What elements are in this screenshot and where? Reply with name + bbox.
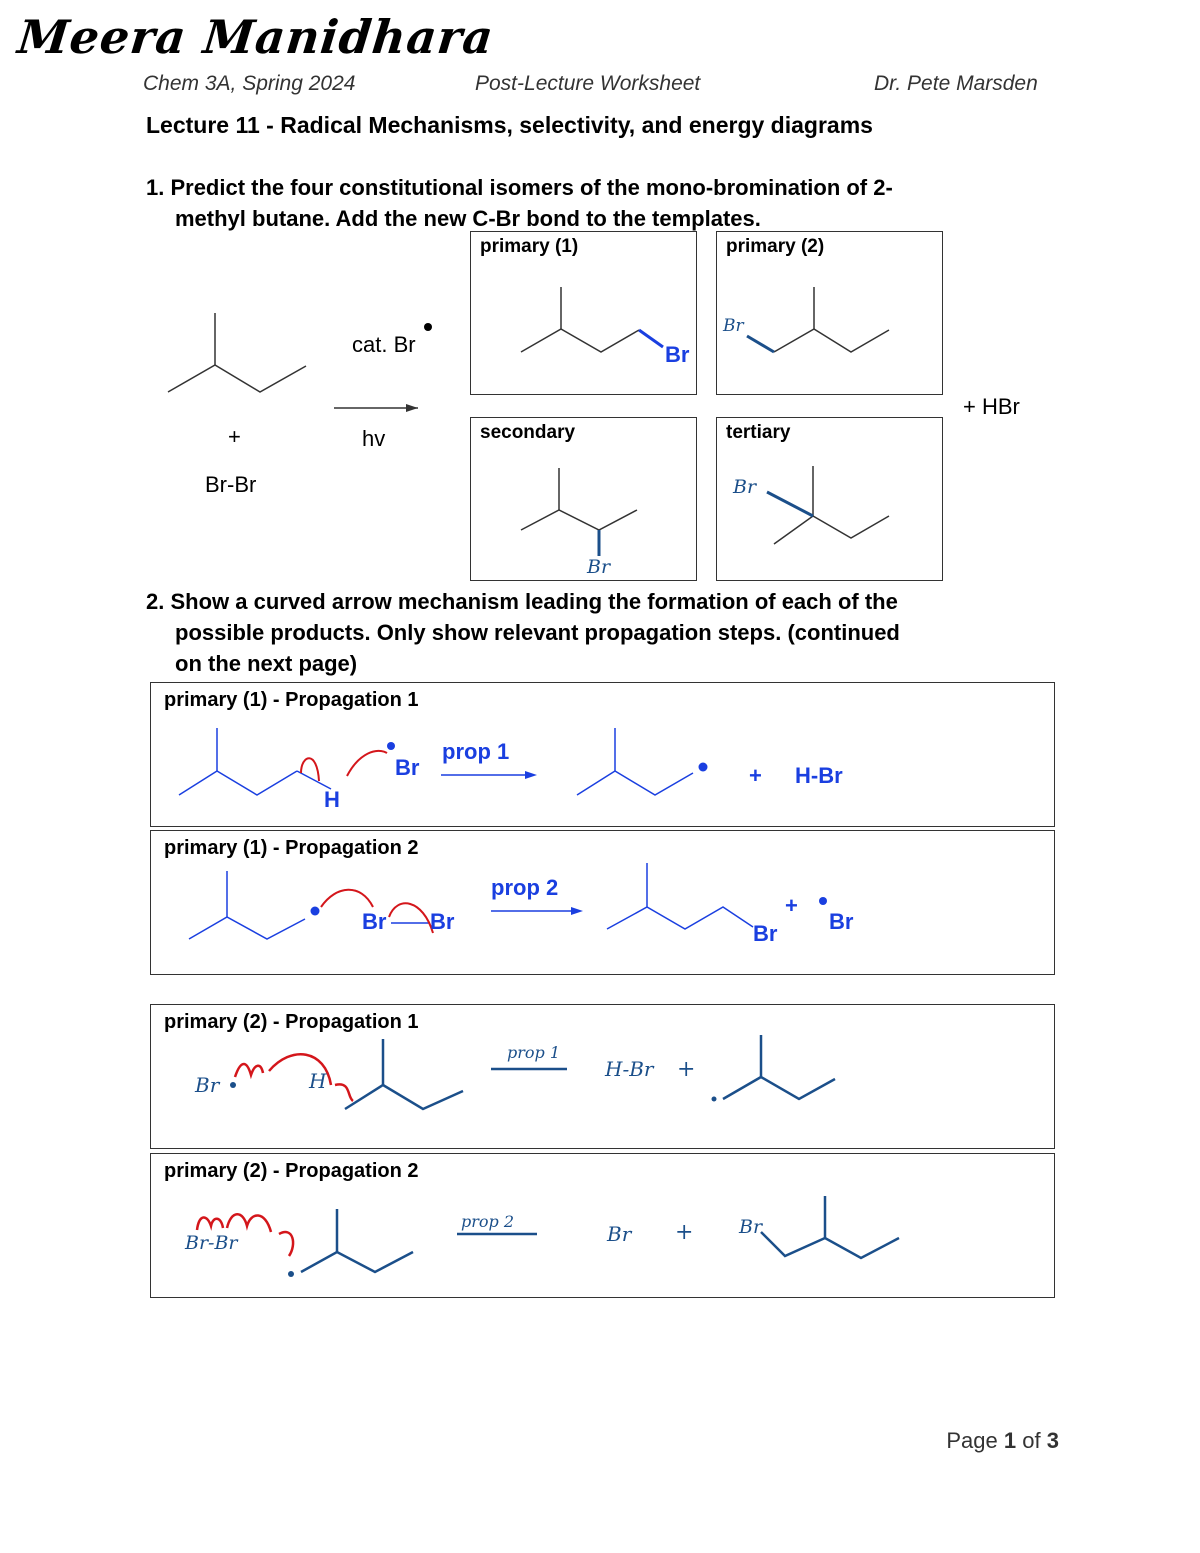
mechanism-label: primary (2) - Propagation 2 [164,1160,419,1182]
plus-sign: + [228,424,241,449]
br-atom: Br [587,556,611,578]
hbr-product: H-Br [605,1057,654,1081]
br-atom: Br [723,316,744,336]
of-word: of [1022,1428,1041,1453]
page-total: 3 [1046,1428,1059,1453]
mechanism-box-4 [150,1153,1055,1298]
br-atom: Br [665,342,690,367]
mechanism-box-1 [150,682,1055,827]
br-atom-2: Br [430,909,455,934]
mechanism-label: primary (2) - Propagation 1 [164,1011,419,1033]
box-secondary [470,417,697,581]
h-atom: H [324,787,340,812]
box-label: tertiary [726,422,791,443]
prop-label: prop 2 [461,1212,515,1231]
prop-label: prop 1 [507,1043,561,1062]
starting-skeleton [168,365,306,392]
plus-sign: + [749,763,762,788]
question2-line3: on the next page) [175,651,358,676]
br-radical-product: Br [607,1222,632,1246]
instructor-label: Dr. Pete Marsden [874,72,1038,95]
catalyst-label: cat. Br [352,332,416,357]
byproduct-label: + HBr [963,394,1020,419]
br-radical: Br [195,1073,220,1097]
hbr-product: H-Br [795,763,843,788]
worksheet-label: Post-Lecture Worksheet [475,72,701,95]
question2-line2: possible products. Only show relevant propagation steps. (continued [175,620,900,645]
question2-line1: 2. Show a curved arrow mechanism leading the formation of each of the [146,589,898,614]
mechanism-box-2 [150,830,1055,975]
plus-sign: + [675,1220,694,1245]
mechanism-box-3 [150,1004,1055,1149]
reagent-label: Br-Br [205,472,257,497]
prop-label: prop 1 [442,739,510,764]
box-label: secondary [480,422,576,443]
h-atom: H [309,1069,327,1093]
plus-sign: + [785,893,798,918]
product-br: Br [739,1216,763,1238]
mechanism-label: primary (1) - Propagation 2 [164,837,419,859]
question1-line1: 1. Predict the four constitutional isomers of the mono-bromination of 2- [146,175,893,200]
box-tertiary [716,417,943,581]
reagent-br2: Br-Br [185,1232,238,1254]
product-br: Br [753,921,778,946]
br-radical: Br [829,909,854,934]
radical-dot [424,323,432,331]
light-label: hv [362,426,386,451]
course-label: Chem 3A, Spring 2024 [143,72,356,95]
prop-label: prop 2 [491,875,559,900]
br-atom: Br [733,476,757,498]
student-name: Meera Manidhara [15,10,497,64]
br-radical: Br [395,755,420,780]
page-word: Page [946,1428,998,1453]
box-primary-1 [470,231,697,395]
br-atom-1: Br [362,909,387,934]
box-primary-2 [716,231,943,395]
mechanism-label: primary (1) - Propagation 1 [164,689,419,711]
page-number: 1 [1003,1428,1017,1453]
plus-sign: + [677,1057,696,1082]
question1-line2: methyl butane. Add the new C-Br bond to the templates. [175,206,761,231]
box-label: primary (1) [480,236,579,257]
lecture-title: Lecture 11 - Radical Mechanisms, selectivity, and energy diagrams [146,112,873,138]
page-indicator [946,1428,1059,1454]
box-label: primary (2) [726,236,825,257]
